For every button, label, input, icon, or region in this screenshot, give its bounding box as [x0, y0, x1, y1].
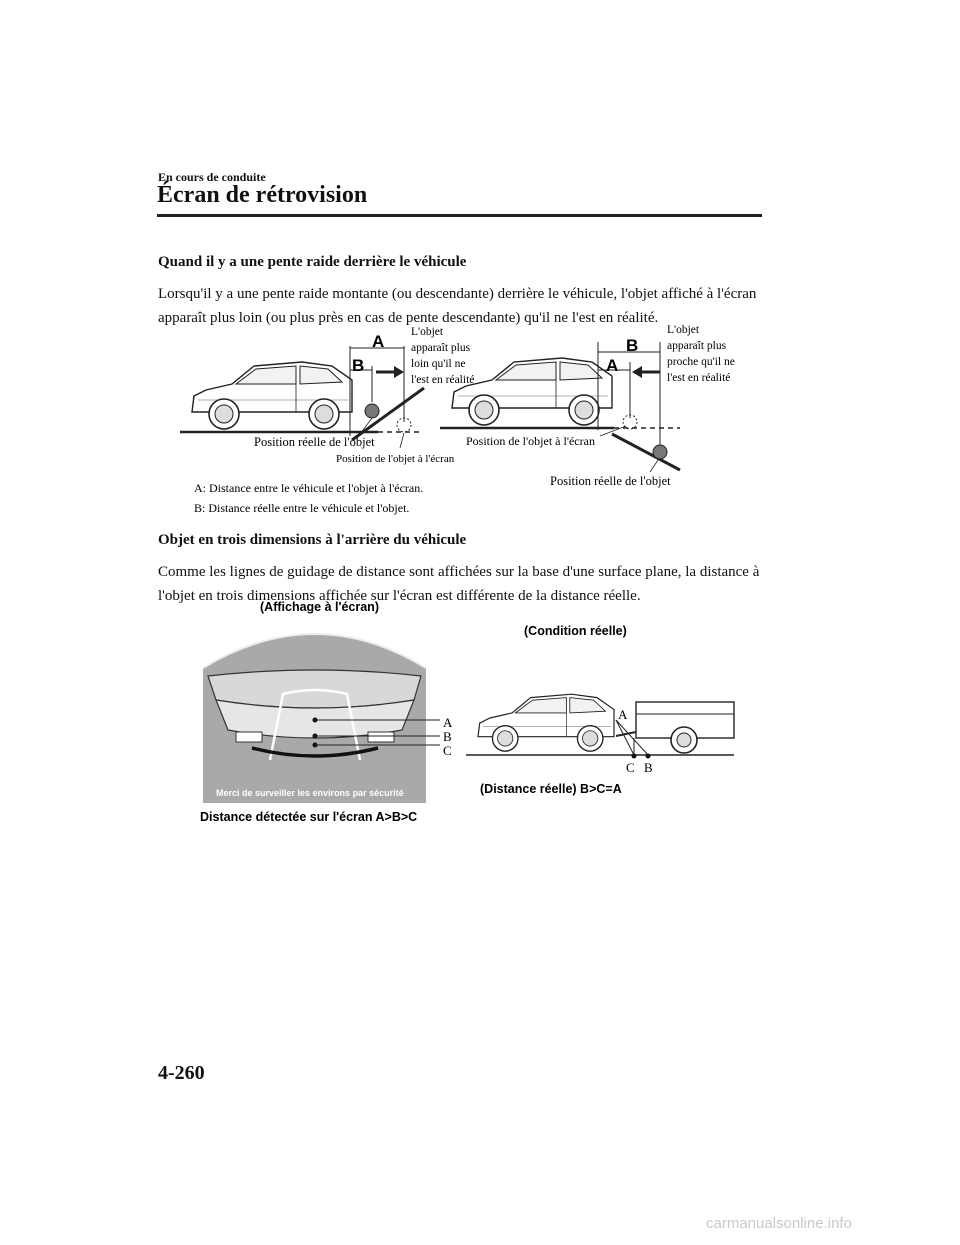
section-heading-3d-object: Objet en trois dimensions à l'arrière du véhicule — [158, 532, 467, 548]
marker-label-b: B — [443, 729, 452, 744]
marker-label-a: A — [443, 715, 453, 730]
real-label-b: B — [644, 760, 653, 775]
label-b: B — [626, 336, 639, 355]
note-line-2: apparaît plus — [411, 342, 471, 354]
leader-real — [650, 460, 658, 472]
label-a: A — [606, 356, 619, 375]
real-caption: (Condition réelle) — [524, 624, 627, 638]
real-position-label: Position réelle de l'objet — [550, 474, 671, 488]
trailer-hitch — [616, 732, 636, 736]
real-condition-diagram — [466, 624, 734, 796]
note-line-1: L'objet — [667, 324, 700, 336]
tail-light-right — [368, 732, 394, 742]
section-paragraph-3d-object: Comme les lignes de guidage de distance sont affichées sur la base d'une surface plane, la distance à l'objet en trois dimensions affichée sur l'écran est différente de la distance réelle. — [158, 564, 760, 604]
screen-banner: Merci de surveiller les environs par sécurité — [216, 788, 404, 798]
real-label-a: A — [618, 707, 628, 722]
tail-light-left — [236, 732, 262, 742]
marker-label-c: C — [443, 743, 452, 758]
breadcrumb: En cours de conduite — [158, 170, 266, 184]
note-line-3: proche qu'il ne — [667, 356, 735, 368]
screen-position-label: Position de l'objet à l'écran — [336, 453, 455, 465]
slope-down-diagram — [440, 324, 735, 488]
legend-a: A: Distance entre le véhicule et l'objet à l'écran. — [194, 481, 424, 495]
watermark: carmanualsonline.info — [706, 1215, 852, 1232]
slope-up-diagram — [180, 326, 474, 465]
note-line-3: loin qu'il ne — [411, 358, 466, 370]
guide-line-c — [616, 720, 634, 755]
leader-screen — [400, 433, 404, 448]
point-b — [646, 754, 651, 759]
vehicle-illustration — [452, 358, 612, 425]
arrow-head — [632, 366, 642, 378]
real-position-label: Position réelle de l'objet — [254, 435, 375, 449]
real-object-ball — [365, 404, 379, 418]
legend-b: B: Distance réelle entre le véhicule et l'objet. — [194, 501, 410, 515]
section-heading-slope: Quand il y a une pente raide derrière le véhicule — [158, 254, 467, 270]
note-line-2: apparaît plus — [667, 340, 727, 352]
page-number: 4-260 — [158, 1062, 205, 1084]
downward-slope — [612, 434, 680, 470]
note-line-1: L'objet — [411, 326, 444, 338]
screen-position-label: Position de l'objet à l'écran — [466, 434, 595, 448]
screen-distance-caption: Distance détectée sur l'écran A>B>C — [200, 810, 418, 824]
label-b: B — [352, 356, 365, 375]
point-c — [632, 754, 637, 759]
page-title: Écran de rétrovision — [157, 182, 368, 208]
trailer-hub — [677, 733, 691, 747]
real-distance-caption: (Distance réelle) B>C=A — [480, 782, 622, 796]
note-line-4: l'est en réalité — [667, 372, 731, 384]
note-line-4: l'est en réalité — [411, 374, 475, 386]
vehicle-illustration — [478, 694, 614, 751]
vehicle-illustration — [192, 362, 352, 429]
arrow-head — [394, 366, 404, 378]
real-label-c: C — [626, 760, 635, 775]
screen-caption: (Affichage à l'écran) — [260, 600, 379, 614]
section-paragraph-slope: Lorsqu'il y a une pente raide montante (ou descendante) derrière le véhicule, l'objet affiché à l'écran apparaît plus loin (ou plus près en cas de pente descendante) qu'il ne l'est en réalité. — [158, 286, 757, 326]
real-object-ball — [653, 445, 667, 459]
screen-display-diagram — [200, 600, 453, 824]
label-a: A — [372, 332, 385, 351]
